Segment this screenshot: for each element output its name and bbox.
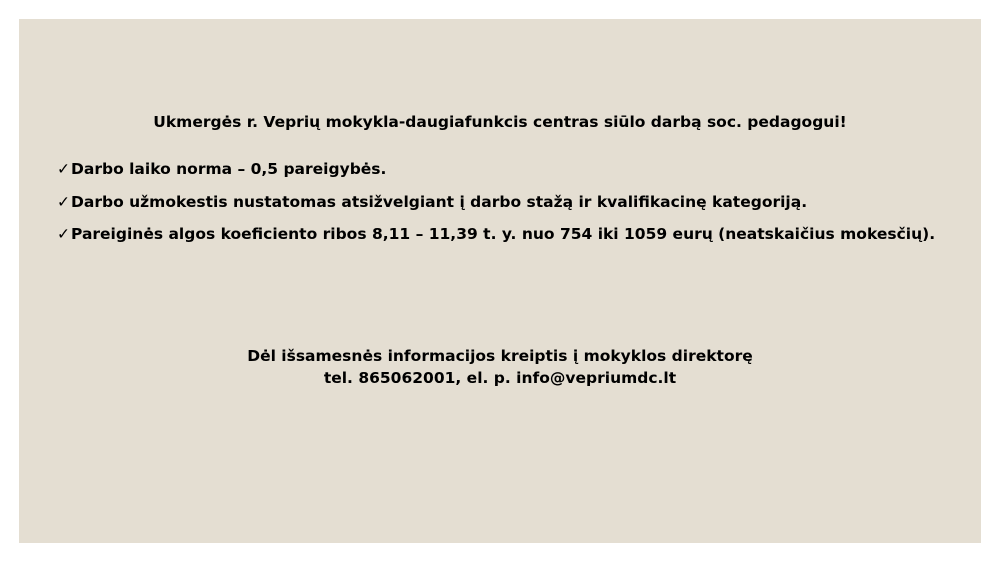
checkmark-icon: ✓ xyxy=(57,192,70,211)
list-item-text: Darbo užmokestis nustatomas atsižvelgiant į darbo stažą ir kvalifikacinę kategoriją. xyxy=(71,192,808,211)
list-item-text: Darbo laiko norma – 0,5 pareigybės. xyxy=(71,160,387,178)
contact-line-director: Dėl išsamesnės informacijos kreiptis į mokyklos direktorę xyxy=(247,347,753,365)
checkmark-icon: ✓ xyxy=(57,160,70,178)
list-item xyxy=(57,186,953,219)
list-item xyxy=(57,153,953,186)
job-offer-heading: Ukmergės r. Veprių mokykla-daugiafunkcis centras siūlo darbą soc. pedagogui! xyxy=(153,113,847,131)
slide-panel xyxy=(19,19,981,543)
list-item-text: Pareiginės algos koeficiento ribos 8,11 – 11,39 t. y. nuo 754 iki 1059 eurų (neatskaičius mokesčių). xyxy=(71,225,936,243)
contact-line-phone-email: tel. 865062001, el. p. info@vepriumdc.lt xyxy=(323,369,677,387)
checkmark-icon: ✓ xyxy=(57,225,70,243)
contact-info xyxy=(19,345,981,389)
list-item xyxy=(57,218,953,251)
requirements-list xyxy=(57,153,953,251)
